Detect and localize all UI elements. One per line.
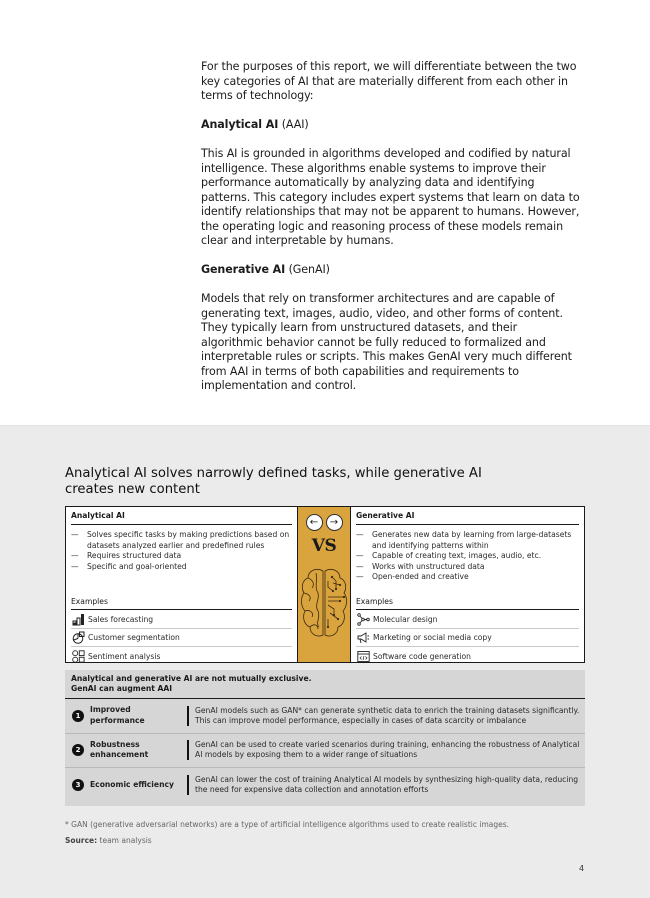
augmentation-label: Economic efficiency [90,780,174,789]
example-label: Sales forecasting [88,615,154,624]
bullet-item: — Capable of creating text, images, audio, etc. [356,551,579,562]
analytical-ai-heading: Analytical AI [71,509,292,525]
example-item [356,629,579,647]
left-arrow-icon: ← [306,514,323,531]
genai-heading-abbr: (GenAI) [285,263,330,276]
augmentation-label: Robustness enhancement [90,739,149,760]
bullet-item: — Specific and goal-oriented [71,562,292,573]
augmentation-description: GenAI models such as GAN* can generate synthetic data to enrich the training datasets significantly. This can improve model performance, especially in cases of data scarcity or imbalance [187,706,585,726]
brain-circuit-icon [300,567,348,661]
number-badge: 2 [72,744,84,756]
number-badge: 3 [72,779,84,791]
code-window-icon [356,650,370,663]
figure-title: Analytical AI solves narrowly defined tasks, while generative AI creates new content [65,466,482,497]
genai-description: Models that rely on transformer architectures and are capable of generating text, images, audio, video, and other forms of content. They typically learn from unstructured datasets, and their algorithmic behavior cannot be fully reduced to formalized and interpretable rules or scripts. This makes GenAI very much different from AAI in terms of both capabilities and requirements to implementation and control. [201,292,572,392]
example-label: Marketing or social media copy [373,633,492,642]
vs-label: VS [311,536,337,556]
augmentation-label: Improved performance [90,705,145,725]
genai-heading-bold: Generative AI [201,263,286,276]
bullet-item: — Works with unstructured data [356,562,579,573]
example-item [71,629,292,647]
intro-paragraph: For the purposes of this report, we will differentiate between the two key categories of AI that are materially different from each other in terms of technology: [201,60,577,102]
aai-heading-abbr: (AAI) [278,118,309,131]
example-item [356,647,579,665]
source-text: team analysis [97,836,152,845]
example-item [71,647,292,665]
analytical-examples-list [71,611,292,665]
generative-examples-list [356,611,579,665]
aai-description: This AI is grounded in algorithms developed and codified by natural intelligence. These algorithms enable systems to improve their performance automatically by analyzing data and identifying patterns. This category includes expert systems that learn on data to identify relationships that may not be apparent to humans. However, the operating logic and reasoning process of these models remain clear and interpretable by humans. [201,147,580,247]
generative-ai-bullets [356,530,579,583]
pie-chart-icon [71,631,85,644]
augmentation-row [65,734,585,769]
bar-chart-icon [71,613,85,626]
example-label: Software code generation [373,651,471,661]
source-line [65,836,152,845]
augmentation-description: GenAI can be used to create varied scenarios during training, enhancing the robustness of Analytical AI models by exposing them to a wider range of situations [187,740,585,760]
generative-ai-column [351,507,584,662]
augmentation-heading-line1: Analytical and generative AI are not mutually exclusive. [71,674,312,683]
analytical-examples-heading: Examples [71,597,292,610]
number-badge: 1 [72,710,84,722]
augmentation-heading-line2: GenAI can augment AAI [71,684,173,693]
example-label: Molecular design [373,615,438,624]
generative-ai-heading: Generative AI [356,509,579,525]
example-label: Sentiment analysis [88,651,161,661]
page-number: 4 [579,864,585,873]
augmentation-description: GenAI can lower the cost of training Analytical AI models by synthesizing high-quality data, reducing the need for expensive data collection and annotation efforts [187,775,585,795]
augmentation-row [65,768,585,803]
example-item [71,611,292,629]
augmentation-heading [65,670,585,699]
bullet-item: — Solves specific tasks by making predictions based on datasets analyzed earlier and predefined rules [71,530,292,551]
megaphone-icon [356,631,370,644]
bullet-item: — Open-ended and creative [356,572,579,583]
right-arrow-icon: → [326,514,343,531]
comparison-table [65,506,585,663]
footnote: * GAN (generative adversarial networks) are a type of artificial intelligence algorithms used to create realistic images. [65,820,510,829]
analytical-ai-bullets [71,530,292,572]
augmentation-row [65,699,585,734]
example-item [356,611,579,629]
versus-divider [297,507,351,662]
generative-examples-heading: Examples [356,597,579,610]
example-label: Customer segmentation [88,633,180,642]
source-label: Source: [65,836,98,845]
molecule-icon [356,613,370,626]
genai-heading [201,263,581,278]
intro-text [201,60,581,408]
arrows-group [298,514,350,531]
bullet-item: — Generates new data by learning from large-datasets and identifying patterns within [356,530,579,551]
aai-heading [201,118,581,133]
analytical-ai-column [66,507,297,662]
aai-heading-bold: Analytical AI [201,118,279,131]
bullet-item: — Requires structured data [71,551,292,562]
augmentation-panel [65,670,585,806]
emoji-grid-icon [71,650,85,663]
